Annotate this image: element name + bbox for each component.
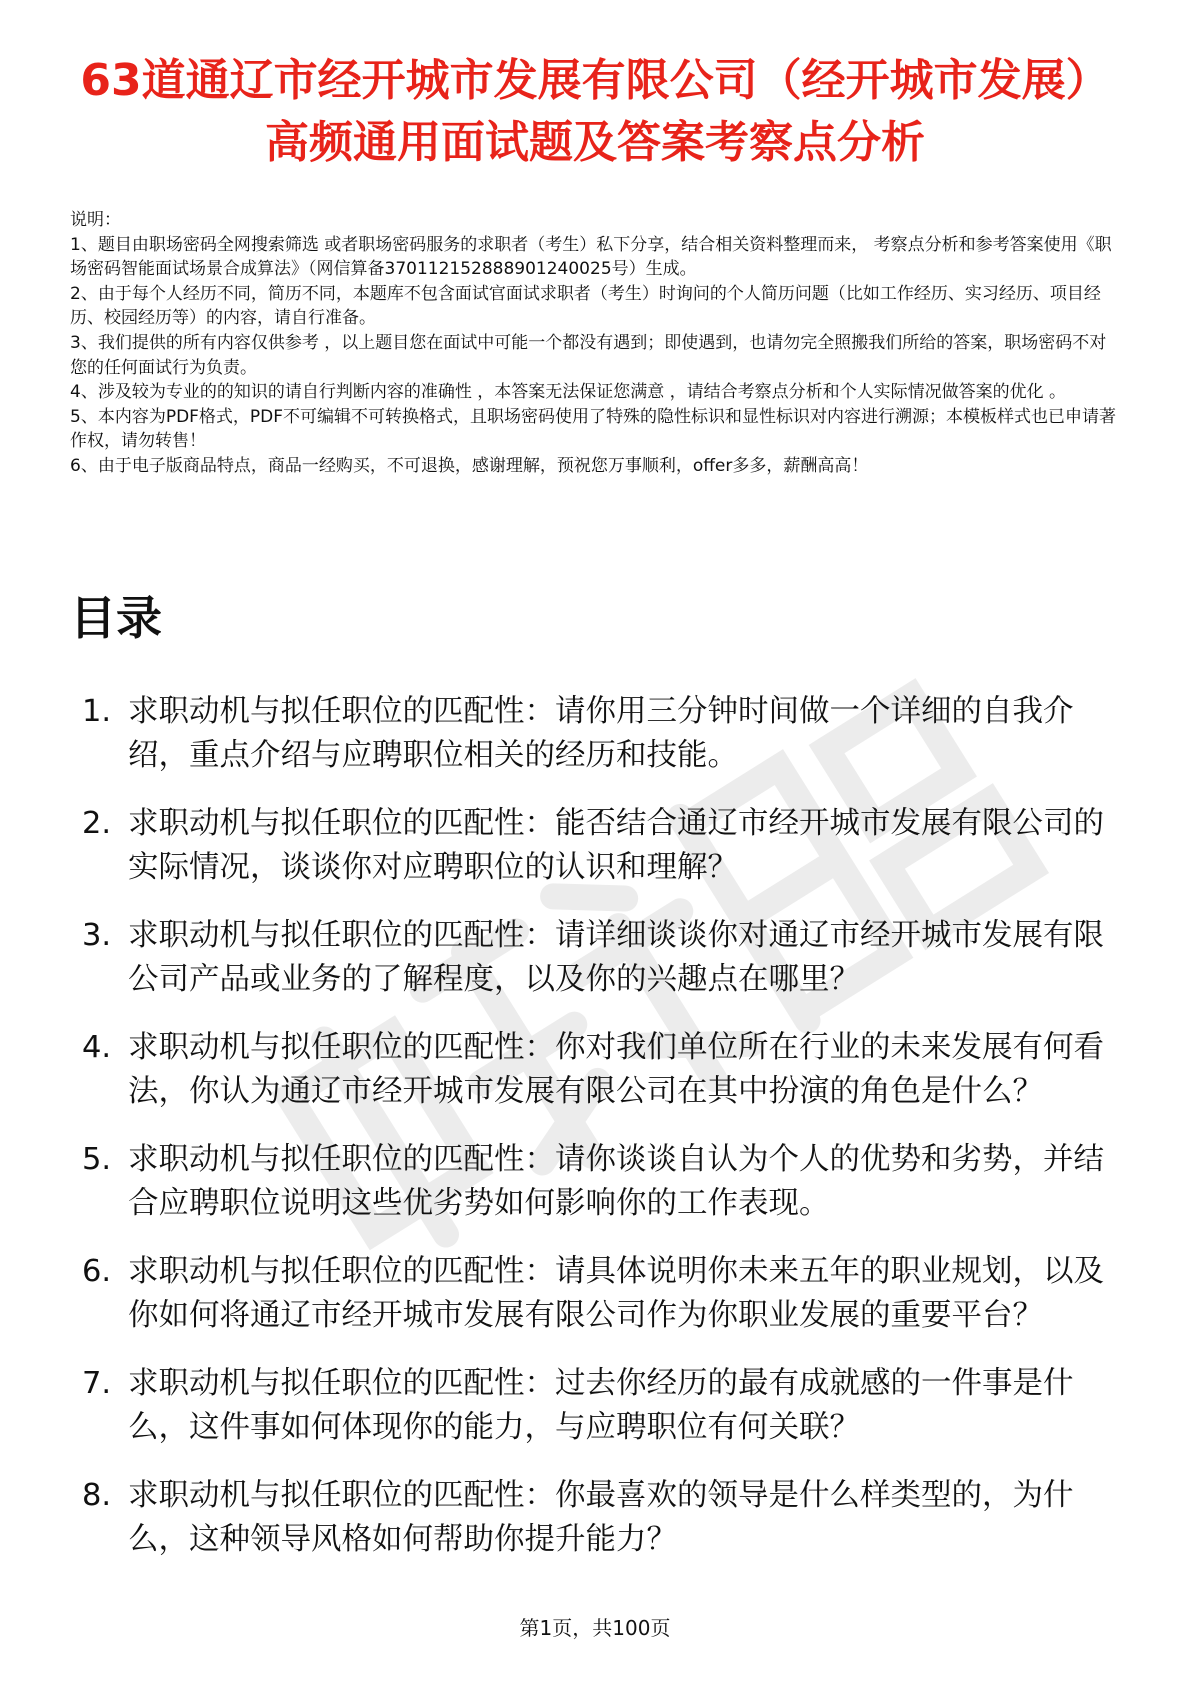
toc-item-number: 2. — [82, 806, 112, 841]
notes-heading: 说明： — [70, 210, 121, 230]
toc-item[interactable] — [70, 1474, 1130, 1562]
page-footer: 第1页，共100页 — [519, 1616, 671, 1640]
toc-item-number: 7. — [82, 1366, 112, 1401]
toc-item[interactable] — [70, 690, 1130, 778]
toc-item[interactable] — [70, 1026, 1130, 1114]
toc-item-number: 8. — [82, 1478, 112, 1513]
toc-item-number: 4. — [82, 1030, 112, 1065]
toc-item-text[interactable]: 求职动机与拟任职位的匹配性：过去你经历的最有成就感的一件事是什么，这件事如何体现你的能力，与应聘职位有何关联？ — [128, 1366, 1074, 1445]
toc-item-text[interactable]: 求职动机与拟任职位的匹配性：请你谈谈自认为个人的优势和劣势，并结合应聘职位说明这些优劣势如何影响你的工作表现。 — [128, 1142, 1104, 1221]
toc-heading: 目录 — [70, 591, 162, 645]
toc-item-number: 5. — [82, 1142, 112, 1177]
toc-item[interactable] — [70, 1250, 1130, 1338]
toc-item-number: 1. — [82, 694, 112, 729]
toc-item[interactable] — [70, 1138, 1130, 1226]
notes-item: 5、本内容为PDF格式，PDF不可编辑不可转换格式，且职场密码使用了特殊的隐性标识和显性标识对内容进行溯源；本模板样式也已申请著作权，请勿转售！ — [70, 406, 1117, 452]
notes-item: 2、由于每个人经历不同，简历不同，本题库不包含面试官面试求职者（考生）时询问的个人简历问题（比如工作经历、实习经历、项目经历、校园经历等）的内容，请自行准备。 — [70, 283, 1101, 329]
toc-item-text[interactable]: 求职动机与拟任职位的匹配性：你对我们单位所在行业的未来发展有何看法，你认为通辽市经开城市发展有限公司在其中扮演的角色是什么？ — [128, 1030, 1104, 1109]
notes-item: 3、我们提供的所有内容仅供参考 ，以上题目您在面试中可能一个都没有遇到；即使遇到，也请勿完全照搬我们所给的答案，职场密码不对您的任何面试行为负责。 — [70, 332, 1107, 378]
toc-item-text[interactable]: 求职动机与拟任职位的匹配性：你最喜欢的领导是什么样类型的，为什么，这种领导风格如何帮助你提升能力？ — [128, 1478, 1074, 1557]
toc-item[interactable] — [70, 802, 1130, 890]
toc-item-number: 6. — [82, 1254, 112, 1289]
toc-item[interactable] — [70, 1362, 1130, 1450]
toc-item-text[interactable]: 求职动机与拟任职位的匹配性：请具体说明你未来五年的职业规划，以及你如何将通辽市经开城市发展有限公司作为你职业发展的重要平台？ — [128, 1254, 1104, 1333]
toc-item-text[interactable]: 求职动机与拟任职位的匹配性：请详细谈谈你对通辽市经开城市发展有限公司产品或业务的了解程度，以及你的兴趣点在哪里？ — [128, 918, 1104, 997]
toc-item[interactable] — [70, 914, 1130, 1002]
document-title: 63道通辽市经开城市发展有限公司（经开城市发展）高频通用面试题及答案考察点分析 — [80, 55, 1110, 168]
notes-item: 1、题目由职场密码全网搜索筛选 或者职场密码服务的求职者（考生）私下分享，结合相关资料整理而来， 考察点分析和参考答案使用《职场密码智能面试场景合成算法》（网信算备370112152888901240025号）生成。 — [70, 234, 1112, 280]
toc-item-text[interactable]: 求职动机与拟任职位的匹配性：能否结合通辽市经开城市发展有限公司的实际情况，谈谈你对应聘职位的认识和理解？ — [128, 806, 1104, 885]
notes-item: 6、由于电子版商品特点，商品一经购买，不可退换，感谢理解，预祝您万事顺利，offer多多，薪酬高高！ — [70, 455, 869, 476]
notes-item: 4、涉及较为专业的的知识的请自行判断内容的准确性 ，本答案无法保证您满意 ，请结合考察点分析和个人实际情况做答案的优化 。 — [70, 382, 1067, 403]
toc-list — [70, 690, 1130, 1586]
toc-item-number: 3. — [82, 918, 112, 953]
toc-item-text[interactable]: 求职动机与拟任职位的匹配性：请你用三分钟时间做一个详细的自我介绍，重点介绍与应聘职位相关的经历和技能。 — [128, 694, 1074, 773]
notes-section — [70, 208, 1122, 479]
